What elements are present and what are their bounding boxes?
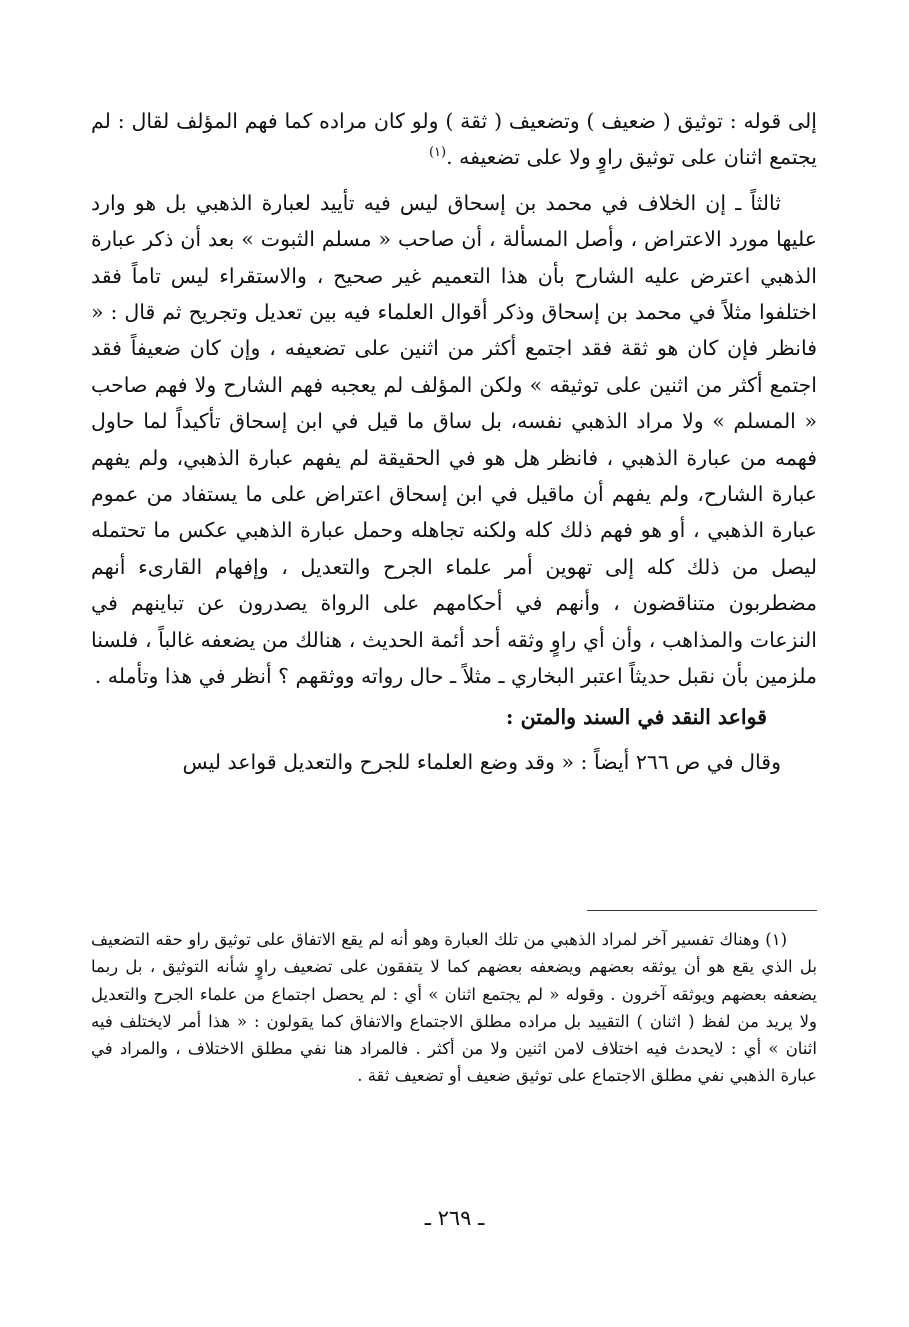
- paragraph-2: ثالثاً ـ إن الخلاف في محمد بن إسحاق ليس فيه تأييد لعبارة الذهبي بل هو وارد عليها مورد الاعتراض ، وأصل المسألة ، أن صاحب « مسلم الثبوت » بعد أن ذكر عبارة الذهبي اعترض عليه الشارح بأن هذا التعميم غير صحيح ، والاستقراء ليس تاماً فقد اختلفوا مثلاً في محمد بن إسحاق وذكر أقوال العلماء فيه بين تعديل وتجريح ثم قال : « فانظر فإن كان هو ثقة فقد اجتمع أكثر من اثنين على تضعيفه ، وإن كان ضعيفاً فقد اجتمع أكثر من اثنين على توثيقه » ولكن المؤلف لم يعجبه فهم الشارح ولا فهم صاحب « المسلم » ولا مراد الذهبي نفسه، بل ساق ما قيل في ابن إسحاق تأكيداً لما حاول فهمه من عبارة الذهبي ، فانظر هل هو في الحقيقة لم يفهم عبارة الذهبي، ولم يفهم عبارة الشارح، ولم يفهم أن ماقيل في ابن إسحاق اعتراض على ما يستفاد من عموم عبارة الذهبي ، أو هو فهم ذلك كله ولكنه تجاهله وحمل عبارة الذهبي عكس ما تحتمله ليصل من ذلك كله إلى تهوين أمر علماء الجرح والتعديل ، وإفهام القارىء أنهم مضطربون متناقضون ، وأنهم في أحكامهم على الرواة يصدرون عن تباينهم في النزعات والمذاهب ، وأن أي راوٍ وثقه أحد أئمة الحديث ، هنالك من يضعفه غالباً ، فلسنا ملزمين بأن نقبل حديثاً اعتبر البخاري ـ مثلاً ـ حال رواته ووثقهم ؟ أنظر في هذا وتأمله .: [91, 190, 817, 689]
- section-heading: قواعد النقد في السند والمتن :: [505, 704, 767, 729]
- footnote-text: (١) وهناك تفسير آخر لمراد الذهبي من تلك العبارة وهو أنه لم يقع الاتفاق على توثيق راو حقه التضعيف بل الذي يقع هو أن يوثقه بعضهم ويضعفه بعضهم كما لا يتفقون على تضعيف راوٍ شأنه التوثيق ، بل ربما يضعفه بعضهم ويوثقه آخرون . وقوله « لم يجتمع اثنان » أي : لم يحصل اجتماع من علماء الجرح والتعديل ولا يريد من لفظ ( اثنان ) التقييد بل مراده مطلق الاجتماع والاتفاق كما يقولون : « هذا أمر لايختلف فيه اثنان » أي : لايحدث فيه اختلاف لامن اثنين ولا من أكثر . فالمراد هنا نفي مطلق الاختلاف ، والمراد في عبارة الذهبي نفي مطلق الاجتماع على توثيق ضعيف أو تضعيف ثقة .: [91, 930, 817, 1086]
- footnote: [91, 926, 817, 1090]
- paragraph-1-text: إلى قوله : توثيق ( ضعيف ) وتضعيف ( ثقة ) ولو كان مراده كما فهم المؤلف لقال : لم يجتمع اثنان على توثيق راوٍ ولا على تضعيفه .: [91, 109, 817, 170]
- paragraph-3: وقال في ص ٢٦٦ أيضاً : « وقد وضع العلماء للجرح والتعديل قواعد ليس: [182, 749, 781, 774]
- paragraph-1: [91, 103, 817, 176]
- footnote-separator: [587, 910, 817, 911]
- footnote-reference: (١): [428, 145, 447, 161]
- page-number: ـ ٢٦٩ ـ: [424, 1206, 485, 1230]
- main-text: [91, 103, 817, 780]
